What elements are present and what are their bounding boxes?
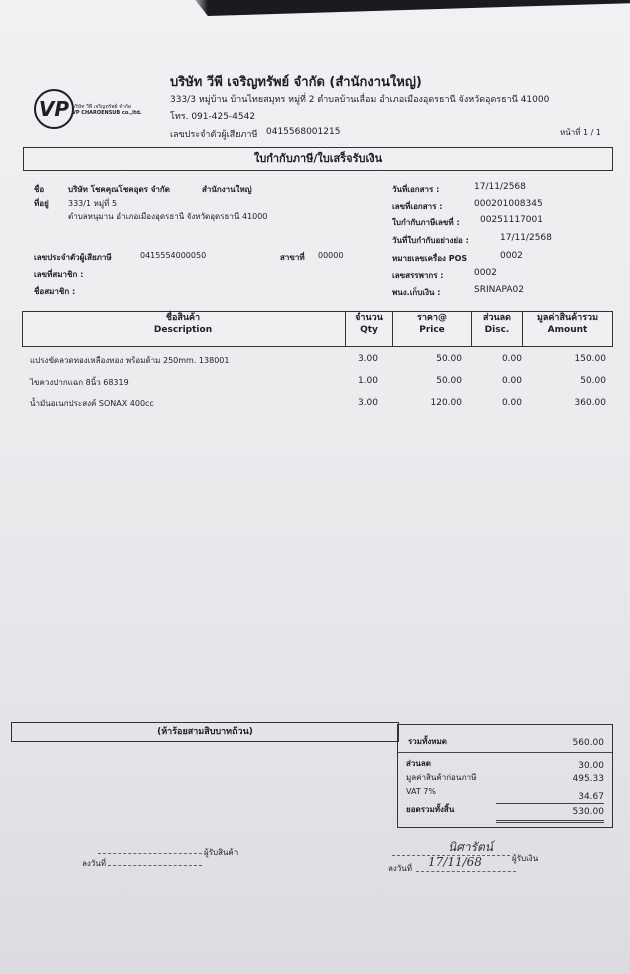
vat-label: VAT 7% [406,787,436,796]
header-amount: มูลค่าสินค้ารวม Amount [536,313,599,335]
amount-in-words: (ห้าร้อยสามสิบบาทถ้วน) [11,722,399,742]
row-description: ไขควงปากแฉก 8นิ้ว 68319 [30,378,129,387]
customer-branch: สำนักงานใหญ่ [202,185,252,194]
member-name-label: ชื่อสมาชิก : [34,287,76,296]
company-tax-id-label: เลขประจำตัวผู้เสียภาษี [170,130,258,140]
customer-branch-no-label: สาขาที่ [280,253,305,262]
tax-invoice-date-label: วันที่ใบกำกับอย่างย่อ : [392,236,469,245]
customer-address-label: ที่อยู่ [34,199,49,208]
header-price: ราคา@ Price [417,313,447,335]
before-vat-label: มูลค่าสินค้าก่อนภาษี [406,773,477,782]
row-qty: 3.00 [357,398,378,408]
cashier-date: 17/11/68 [428,855,482,869]
revenue-no: 0002 [474,268,497,278]
customer-address-2: ตำบลหนุมาน อำเภอเมืองอุดรธานี จังหวัดอุดรธานี 41000 [68,212,268,221]
row-discount: 0.00 [501,398,522,408]
cashier-sign-label: ผู้รับเงิน [512,854,539,863]
tax-invoice-no: 00251117001 [480,215,543,225]
totals-box [397,724,613,828]
customer-tax-id: 0415554000050 [140,251,207,260]
member-no-label: เลขที่สมาชิก : [34,270,84,279]
doc-no-label: เลขที่เอกสาร : [392,202,443,211]
customer-address-1: 333/1 หมู่ที่ 5 [68,199,118,208]
cashier-id: SRINAPA02 [474,285,524,295]
row-description: แปรงขัดลวดทองเหลืองทอง พร้อมด้าม 250mm. 138001 [30,356,230,365]
row-price: 50.00 [436,354,462,364]
doc-date-label: วันที่เอกสาร : [392,185,440,194]
row-price: 50.00 [436,376,462,386]
tax-invoice-date: 17/11/2568 [500,233,552,243]
company-logo: VP [34,89,74,129]
before-vat-value: 495.33 [572,774,604,784]
row-amount: 50.00 [580,376,606,386]
row-qty: 1.00 [357,376,378,386]
receiver-label: ผู้รับสินค้า [204,848,239,857]
row-amount: 360.00 [574,398,606,408]
grand-total-label: ยอดรวมทั้งสิ้น [406,805,455,814]
company-address: 333/3 หมู่บ้าน บ้านไทยสมุทร หมู่ที่ 2 ตำบลบ้านเลื่อม อำเภอเมืองอุดรธานี จังหวัดอุดรธานี 41000 [170,95,550,105]
company-phone: โทร. 091-425-4542 [170,112,256,122]
background-shadow [0,0,630,16]
logo-text-en: VP CHAROENSUB co.,ltd. [72,110,142,116]
row-description: น้ำมันอเนกประสงค์ SONAX 400cc [30,399,154,408]
cashier-label: พนง.เก็บเงิน : [392,288,441,297]
grand-total-value: 530.00 [572,807,604,817]
tax-invoice-label: ใบกำกับภาษีเลขที่ : [392,218,460,227]
pos-no: 0002 [500,251,523,261]
row-discount: 0.00 [501,376,522,386]
customer-branch-no: 00000 [318,251,344,260]
receiver-date-label: ลงวันที่ [82,859,107,868]
row-amount: 150.00 [574,354,606,364]
company-name: บริษัท วีพี เจริญทรัพย์ จำกัด (สำนักงานใหญ่) [170,75,422,90]
customer-tax-id-label: เลขประจำตัวผู้เสียภาษี [34,253,112,262]
discount-label: ส่วนลด [406,759,431,768]
row-qty: 3.00 [357,354,378,364]
customer-name: บริษัท โชคคุณโชคอุดร จำกัด [68,185,170,194]
header-description: ชื่อสินค้า Description [153,313,213,335]
cashier-date-label: ลงวันที่ [388,864,413,873]
header-discount: ส่วนลด Disc. [482,313,512,335]
row-price: 120.00 [430,398,462,408]
items-table-header [22,311,613,347]
pos-label: หมายเลขเครื่อง POS [392,254,468,263]
company-tax-id: 0415568001215 [266,127,341,137]
discount-value: 30.00 [578,761,604,771]
logo-text: บริษัท วีพี เจริญทรัพย์ จำกัด [72,104,132,110]
page-number: หน้าที่ 1 / 1 [560,128,602,137]
total-label: รวมทั้งหมด [408,737,447,746]
total-value: 560.00 [572,738,604,748]
vat-value: 34.67 [578,792,604,802]
document-title: ใบกำกับภาษี/ใบเสร็จรับเงิน [23,147,613,171]
revenue-label: เลขสรรพากร : [392,271,444,280]
header-qty: จำนวน Qty [355,313,383,335]
cashier-signature: นิศารัตน์ [448,840,493,854]
customer-name-label: ชื่อ [34,185,45,194]
doc-no: 000201008345 [474,199,543,209]
doc-date: 17/11/2568 [474,182,526,192]
row-discount: 0.00 [501,354,522,364]
